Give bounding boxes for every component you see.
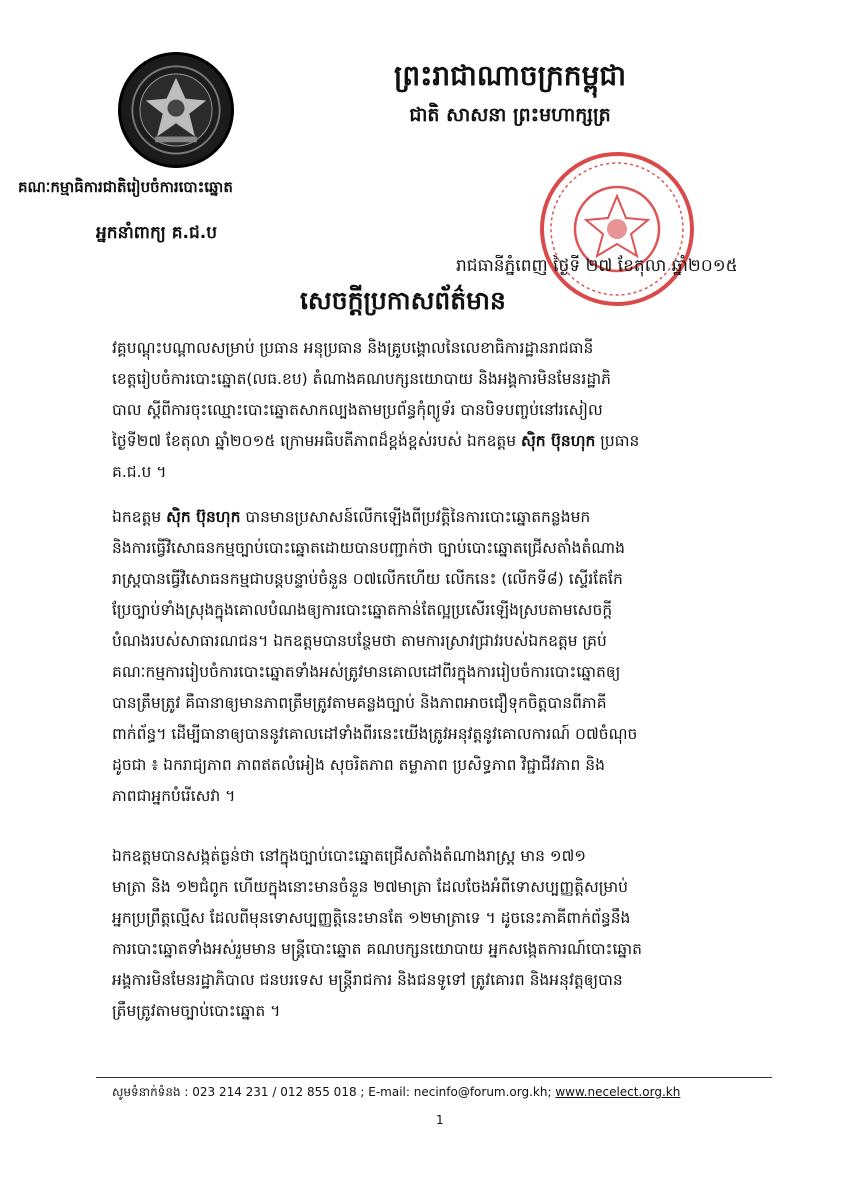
paragraph-line: ប្រែច្បាប់ទាំងស្រុងក្នុងគោលបំណងឲ្យការបោះឆ្នោតកាន់តែល្អប្រសើរឡើងស្របតាមសេចក្តី <box>112 601 613 619</box>
text-segment: ប្រធាន <box>600 432 640 450</box>
paragraph-line: គណៈកម្មការរៀបចំការបោះឆ្នោតទាំងអស់ត្រូវមានគោលដៅពីរក្នុងការរៀបចំការបោះឆ្នោតឲ្យ <box>112 663 621 681</box>
footer-contact <box>112 1084 680 1102</box>
footer-divider <box>96 1077 772 1078</box>
paragraph-line: និងការធ្វើវិសោធនកម្មច្បាប់បោះឆ្នោតដោយបានបញ្ជាក់ថា ច្បាប់បោះឆ្នោតជ្រើសតាំងតំណាង <box>112 539 625 557</box>
text-segment: បានមានប្រសាសន៍លើកឡើងពីប្រវត្តិនៃការបោះឆ្នោតកន្លងមក <box>245 508 591 526</box>
paragraph-line: គ.ជ.ប ។ <box>112 463 167 481</box>
paragraph-3 <box>112 841 770 1027</box>
paragraph-line: ត្រឹមត្រូវតាមច្បាប់បោះឆ្នោត ។ <box>112 1002 281 1020</box>
paragraph-line: អង្គការមិនមែនរដ្ឋាភិបាល ជនបរទេស មន្ត្រីរាជការ និងជនទូទៅ ត្រូវគោរព និងអនុវត្តឲ្យបាន <box>112 971 623 989</box>
paragraph-line: ដូចជា ៖ ឯករាជ្យភាព ភាពឥតលំអៀង សុចរិតភាព តម្លាភាព ប្រសិទ្ធភាព វិជ្ជាជីវភាព និង <box>112 756 605 774</box>
paragraph-line: អ្នកប្រព្រឹត្តល្មើស ដែលពីមុនទោសប្បញ្ញត្តិនេះមានតែ ១២មាត្រាទេ ។ ដូចនេះភាគីពាក់ព័ន្ធនឹង <box>112 909 631 927</box>
emblem-graphic <box>121 55 231 165</box>
paragraph-line: ការបោះឆ្នោតទាំងអស់រួមមាន មន្ត្រីបោះឆ្នោត គណបក្សនយោបាយ អ្នកសង្កេតការណ៍បោះឆ្នោត <box>112 940 642 958</box>
official-red-seal <box>538 150 696 308</box>
paragraph-line: បាល ស្តីពីការចុះឈ្មោះបោះឆ្នោតសាកល្បងតាមប្រព័ន្ធកុំព្យូទ័រ បានបិទបញ្ចប់នៅរសៀល <box>112 401 603 419</box>
dateline: រាជធានីភ្នំពេញ ថ្ងៃទី ២៧ ខែតុលា ឆ្នាំ២០១៥ <box>456 256 738 276</box>
kingdom-title: ព្រះរាជាណាចក្រកម្ពុជា <box>393 59 626 92</box>
paragraph-line: ខេត្តរៀបចំការបោះឆ្នោត(លធ.ខប) តំណាងគណបក្សនយោបាយ និងអង្គការមិនមែនរដ្ឋាភិ <box>112 370 611 388</box>
paragraph-line: ឯកឧត្តមបានសង្កត់ធ្ងន់ថា នៅក្នុងច្បាប់បោះឆ្នោតជ្រើសតាំងតំណាងរាស្ត្រ មាន ១៧១ <box>112 847 587 865</box>
contact-info: សូមទំនាក់ទំនង : 023 214 231 / 012 855 018 ; E-mail: necinfo@forum.org.kh; <box>112 1085 556 1099</box>
organization-name: គណៈកម្មាធិការជាតិរៀបចំការបោះឆ្នោត <box>18 178 233 196</box>
text-segment: ឯកឧត្តម <box>112 508 162 526</box>
text-segment: ថ្ងៃទី២៧ ខែតុលា ឆ្នាំ២០១៥ ក្រោមអធិបតីភាពដ៏ខ្ពង់ខ្ពស់របស់ ឯកឧត្តម <box>112 432 517 450</box>
paragraph-line: រាស្ត្របានធ្វើវិសោធនកម្មជាបន្តបន្ទាប់ចំនួន ០៧លើកហើយ លើកនេះ (លើកទី៨) ស្ទើរតែកែ <box>112 570 623 588</box>
paragraph-line: វគ្គបណ្តុះបណ្តាលសម្រាប់ ប្រធាន អនុប្រធាន និងគ្រូបង្គោលនៃលេខាធិការដ្ឋានរាជធានី <box>112 339 594 357</box>
paragraph-line <box>112 426 770 457</box>
paragraph-line: ភាពជាអ្នកបំរើសេវា ។ <box>112 787 236 805</box>
website-link[interactable]: www.necelect.org.kh <box>555 1085 681 1099</box>
nec-emblem-logo <box>118 52 234 168</box>
page-number: 1 <box>436 1113 444 1127</box>
document-heading: សេចក្តីប្រកាសព័ត៌មាន <box>300 286 506 315</box>
paragraph-line <box>112 502 770 533</box>
person-name: ស៊ិក ប៊ុនហុក <box>166 508 241 526</box>
paragraph-line: បំណងរបស់សាធារណជន។ ឯកឧត្តមបានបន្ថែមថា តាមការស្រាវជ្រាវរបស់ឯកឧត្តម គ្រប់ <box>112 632 607 650</box>
paragraph-line: ពាក់ព័ន្ធ។ ដើម្បីធានាឲ្យបាននូវគោលដៅទាំងពីរនេះយើងត្រូវអនុវត្តនូវគោលការណ៍ ០៧ចំណុច <box>112 725 638 743</box>
person-name: ស៊ិក ប៊ុនហុក <box>521 432 596 450</box>
paragraph-line: បានត្រឹមត្រូវ គឺធានាឲ្យមានភាពត្រឹមត្រូវតាមគន្លងច្បាប់ និងភាពអាចជឿទុកចិត្តបានពីភាគី <box>112 694 607 712</box>
paragraph-1 <box>112 333 770 488</box>
paragraph-line: មាត្រា និង ១២ជំពូក ហើយក្នុងនោះមានចំនួន ២៧មាត្រា ដែលចែងអំពីទោសប្បញ្ញត្តិសម្រាប់ <box>112 878 628 896</box>
spokesman-label: អ្នកនាំពាក្យ គ.ជ.ប <box>96 223 218 243</box>
national-motto: ជាតិ សាសនា ព្រះមហាក្សត្រ <box>409 104 611 126</box>
seal-graphic <box>538 150 696 308</box>
paragraph-2 <box>112 502 770 812</box>
